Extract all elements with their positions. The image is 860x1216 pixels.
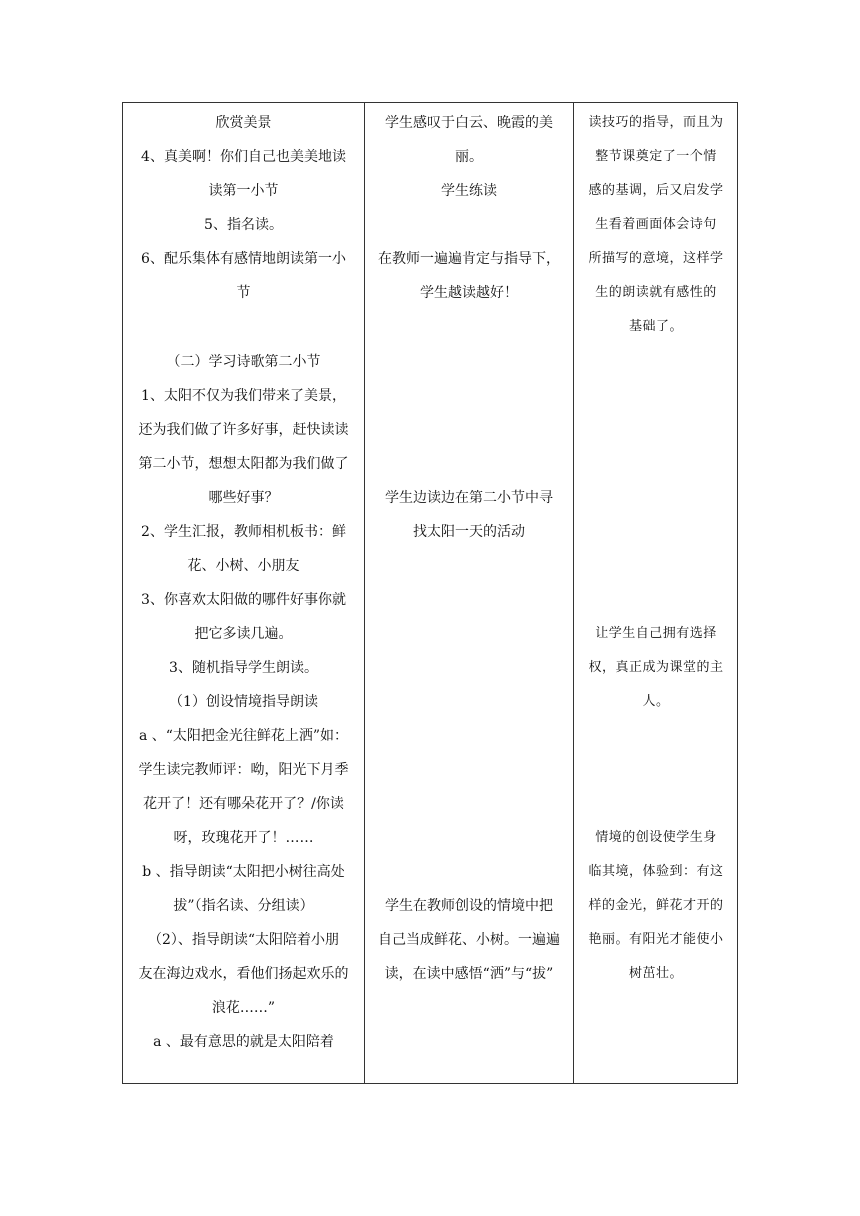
text-line: b 、指导朗读“太阳把小树往高处 [142, 864, 345, 880]
text-line: 整节课奠定了一个情 [595, 149, 717, 164]
text-line: 3、随机指导学生朗读。 [169, 660, 318, 676]
text-line: 友在海边戏水，看他们扬起欢乐的 [138, 966, 349, 982]
text-line: 把它多读几遍。 [194, 626, 293, 642]
text-line: （1）创设情境指导朗读 [169, 694, 318, 710]
text-line: 学生边读边在第二小节中寻 [385, 490, 553, 506]
text-line: 找太阳一天的活动 [413, 524, 525, 540]
text-line: 所描写的意境，这样学 [588, 251, 724, 266]
text-line: 样的金光，鲜花才开的 [588, 898, 724, 913]
design-intent-column [574, 103, 738, 1083]
text-line: 3、你喜欢太阳做的哪件好事你就 [141, 592, 346, 608]
text-line: 拔”（指名读、分组读） [173, 898, 314, 914]
text-line: 生的朗读就有感性的 [595, 285, 717, 300]
text-line: 2、学生汇报，教师相机板书：鲜 [141, 524, 346, 540]
text-line: 学生越读越好！ [420, 285, 518, 301]
text-line: 花、小树、小朋友 [187, 558, 300, 574]
text-line: 权，真正成为课堂的主 [588, 660, 724, 675]
text-line: 临其境，体验到：有这 [588, 864, 724, 879]
text-line: 感的基调，后又启发学 [588, 183, 724, 198]
text-line: 丽。 [455, 149, 483, 165]
text-line: 4、真美啊！你们自己也美美地读 [141, 149, 346, 165]
text-line: 读第一小节 [208, 183, 279, 199]
text-line: （2）、指导朗读“太阳陪着小朋 [147, 932, 340, 948]
text-line: 花开了！还有哪朵花开了？/你读 [143, 796, 344, 812]
teaching-process-column [123, 103, 364, 1083]
text-line: 6、配乐集体有感情地朗读第一小 [141, 251, 346, 267]
text-line: a 、“太阳把金光往鲜花上洒”如： [138, 728, 349, 744]
text-line: 学生感叹于白云、晚霞的美 [385, 115, 553, 131]
text-line: 让学生自己拥有选择 [595, 626, 717, 641]
text-line: 情境的创设使学生身 [595, 830, 717, 845]
text-line: 还为我们做了许多好事，赶快读读 [138, 422, 349, 438]
text-line: 浪花……” [211, 1000, 276, 1016]
text-line: 欣赏美景 [215, 115, 272, 131]
text-line: 第二小节，想想太阳都为我们做了 [138, 456, 349, 472]
student-activity-column [365, 103, 573, 1083]
text-line: 节 [236, 285, 251, 301]
text-line: 1、太阳不仅为我们带来了美景， [141, 388, 346, 404]
text-line: 哪些好事？ [208, 490, 279, 506]
lesson-table [122, 102, 738, 1084]
text-line: 生看着画面体会诗句 [595, 217, 717, 232]
text-line: 树茁壮。 [628, 966, 683, 981]
text-line: 艳丽。有阳光才能使小 [588, 932, 724, 947]
text-line: 学生读完教师评：呦，阳光下月季 [138, 762, 349, 778]
text-line: 学生练读 [441, 183, 497, 199]
text-line: 人。 [642, 694, 670, 709]
text-line: 5、指名读。 [204, 217, 283, 233]
text-line: 自己当成鲜花、小树。一遍遍 [378, 932, 560, 948]
text-line: 读，在读中感悟“洒”与“拔” [384, 966, 554, 982]
text-line: 读技巧的指导，而且为 [588, 115, 724, 130]
text-line: 呀，玫瑰花开了！…… [173, 830, 314, 846]
text-line: 基础了。 [628, 319, 683, 334]
text-line: 在教师一遍遍肯定与指导下， [378, 251, 560, 267]
text-line: （二）学习诗歌第二小节 [166, 354, 321, 370]
text-line: a 、最有意思的就是太阳陪着 [153, 1034, 334, 1050]
text-line: 学生在教师创设的情境中把 [385, 898, 553, 914]
